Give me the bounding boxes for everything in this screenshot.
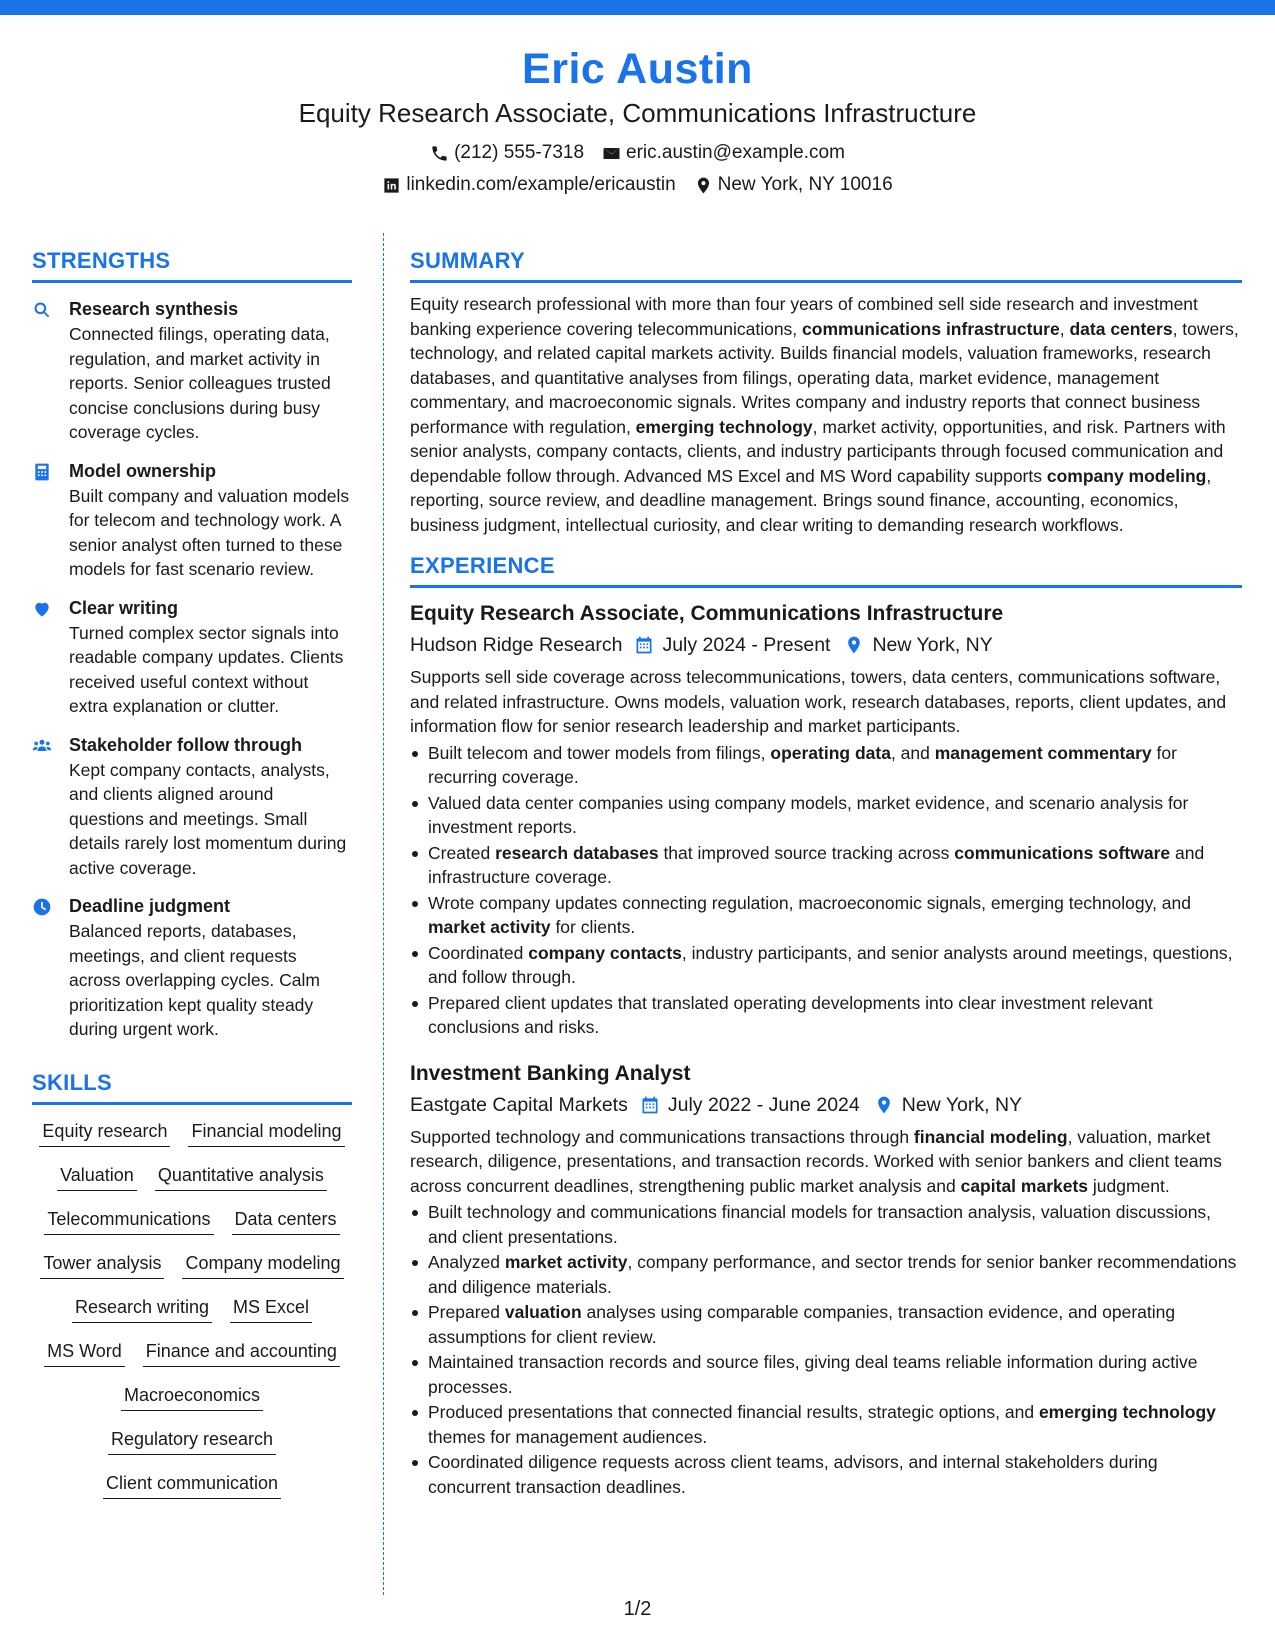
text-run: that improved source tracking across [658,842,955,863]
text-run: Prepared [428,1302,505,1322]
keyword-bold: operating data [770,742,891,763]
job-entry [410,600,1242,1040]
text-run: Prepared client updates that translated operating developments into clear investment relevant conclusions and risks. [428,992,1153,1037]
job-dates [640,1091,860,1119]
strength-desc: Balanced reports, databases, meetings, and client requests across overlapping cycles. Calm prioritization kept quality steady during urgent work. [69,921,320,1039]
text-run: , towers, technology, and related capital markets activity. Builds financial models, valuation frameworks, research databases, and quantitative analyses from filings, operating data, market evidence, management commentary, and macroeconomic signals. Writes company and industry reports that connect business performance with regulation, [410,318,1239,437]
text-run: Analyzed [428,1252,505,1272]
contact-row [0,140,1275,166]
calendar-icon [634,635,654,655]
heart-icon [32,599,52,619]
job-bullets [410,741,1242,1040]
users-icon [32,736,52,756]
candidate-title: Equity Research Associate, Communications Infrastructure [298,98,977,128]
job-dates [634,631,830,659]
linkedin-text[interactable]: linkedin.com/example/ericaustin [406,174,676,195]
text-run: Coordinated diligence requests across client teams, advisors, and internal stakeholders during concurrent transaction deadlines. [428,1452,1158,1497]
skill-tag: Quantitative analysis [155,1163,327,1191]
text-run: and infrastructure coverage. [428,842,1205,887]
strength-icon-wrap [32,733,69,881]
text-run: analyses using comparable companies, transaction evidence, and operating assumptions for client review. [428,1302,1176,1347]
bullet-item [410,791,1242,840]
phone-icon [430,144,449,163]
phone-text: (212) 555-7318 [454,142,585,163]
experience-list [410,600,1242,1499]
bullet-item [410,841,1242,890]
keyword-bold: emerging technology [1038,1402,1216,1422]
text-run: Built technology and communications financial models for transaction analysis, valuation discussions, and client presentations. [428,1202,1212,1247]
job-location [844,631,992,659]
strength-body [69,894,352,1042]
strength-desc: Kept company contacts, analysts, and clients aligned around questions and meetings. Small details rarely lost momentum during active coverage. [69,759,347,878]
calendar-icon [640,1095,660,1115]
skill-tag: Financial modeling [188,1119,344,1147]
skill-tag: Telecommunications [44,1207,213,1235]
bullet-item [410,1400,1242,1449]
skill-tag: Company modeling [182,1251,343,1279]
bullet-item [410,1350,1242,1399]
right-column [410,246,1242,1500]
text-run: judgment. [1088,1175,1170,1196]
job-bullets [410,1200,1242,1499]
dates-text: July 2022 - June 2024 [667,1093,860,1116]
text-run: , company performance, and sector trends for senior banker recommendations and diligence materials. [428,1252,1237,1297]
phone-contact [430,140,584,166]
skill-tag: Valuation [57,1163,137,1191]
search-icon [32,300,52,320]
column-divider [383,233,384,1595]
bullet-item [410,891,1242,940]
bullet-item [410,1450,1242,1499]
job-title: Investment Banking Analyst [410,1061,691,1085]
job-meta [410,1091,1242,1119]
strength-title: Model ownership [69,460,217,481]
keyword-bold: communications infrastructure [802,318,1060,339]
strength-body [69,459,352,582]
strength-title: Deadline judgment [69,896,231,916]
text-run: for clients. [550,917,636,937]
map-pin-icon [874,1095,894,1115]
keyword-bold: valuation [504,1302,582,1322]
strength-item [32,596,352,719]
experience-heading: EXPERIENCE [410,551,1242,588]
skill-tag: Regulatory research [108,1427,276,1455]
envelope-icon [602,144,621,163]
text-run: , valuation, market research, diligence, presentations, and transaction records. Worked with senior bankers and client teams across concurrent deadlines, strengthening public market analysis and [410,1126,1222,1196]
job-description [410,1125,1242,1199]
skill-tag: Research writing [72,1295,212,1323]
job-description [410,665,1242,739]
skill-tag: Equity research [39,1119,170,1147]
text-run: Produced presentations that connected financial results, strategic options, and [428,1402,1039,1422]
strength-item [32,894,352,1042]
keyword-bold: company contacts [528,942,682,963]
keyword-bold: market activity [504,1252,628,1272]
job-location-text: New York, NY [872,634,993,656]
strengths-list [32,297,352,1042]
bullet-item [410,991,1242,1040]
email-text[interactable]: eric.austin@example.com [626,142,845,163]
bullet-item [410,741,1242,790]
skill-tag: MS Excel [230,1295,312,1323]
text-run: , and [890,742,935,763]
skill-tag: MS Word [44,1339,125,1367]
contact-row-2 [0,172,1275,198]
strength-body [69,596,352,719]
keyword-bold: market activity [428,917,551,937]
text-run: Coordinated [428,942,529,963]
skill-tag: Data centers [232,1207,340,1235]
keyword-bold: emerging technology [635,416,813,437]
text-run: Supports sell side coverage across telecommunications, towers, data centers, communications software, and related infrastructure. Owns models, valuation work, research databases, reports, client updates, and information flow for senior research leadership and market participants. [410,667,1227,736]
calculator-icon [32,462,52,482]
keyword-bold: company modeling [1046,465,1207,486]
top-accent-bar [0,0,1275,15]
resume-header [0,42,1275,198]
text-run: , reporting, source review, and deadline management. Brings sound finance, accounting, economics, business judgment, intellectual curiosity, and clear writing to demanding research workflows. [410,465,1212,535]
strength-item [32,733,352,881]
linkedin-icon [382,176,401,195]
strength-body [69,733,352,881]
strength-desc: Turned complex sector signals into readable company updates. Clients received useful context without extra explanation or clutter. [69,622,344,716]
summary-text [410,292,1242,537]
job-location [874,1091,1022,1119]
keyword-bold: data centers [1069,318,1173,339]
skills-list [32,1119,352,1515]
strength-title: Clear writing [69,597,179,618]
keyword-bold: capital markets [960,1175,1089,1196]
text-run: , industry participants, and senior analysts around meetings, questions, and follow through. [428,942,1233,987]
page-number: 1/2 [623,1598,652,1620]
bullet-item [410,1250,1242,1299]
bullet-item [410,1300,1242,1349]
strength-title: Stakeholder follow through [69,734,302,755]
text-run: Created [428,842,496,863]
text-run: themes for management audiences. [428,1426,708,1447]
keyword-bold: communications software [954,842,1171,863]
strength-title: Research synthesis [69,299,239,319]
location-text: New York, NY 10016 [717,174,893,195]
map-pin-icon [844,635,864,655]
company-name: Eastgate Capital Markets [410,1093,628,1116]
strength-desc: Built company and valuation models for telecom and technology work. A senior analyst often turned to these models for fast scenario review. [69,485,350,579]
strength-desc: Connected filings, operating data, regulation, and market activity in reports. Senior colleagues trusted concise conclusions during busy coverage cycles. [69,324,331,442]
text-run: Wrote company updates connecting regulation, macroeconomic signals, emerging technology, and [428,892,1191,913]
location-contact [694,172,893,198]
job-title: Equity Research Associate, Communications Infrastructure [410,602,1004,625]
job-entry [410,1060,1242,1500]
strength-icon-wrap [32,297,69,445]
text-run: Supported technology and communications transactions through [410,1126,914,1147]
keyword-bold: research databases [495,842,659,863]
clock-icon [32,897,52,917]
strengths-heading: STRENGTHS [32,246,352,283]
text-run: Maintained transaction records and source files, giving deal teams reliable information during active processes. [428,1352,1198,1397]
email-contact[interactable] [602,140,845,166]
bullet-item [410,941,1242,990]
text-run: , [1059,318,1070,339]
strength-item [32,297,352,445]
summary-heading: SUMMARY [410,246,1242,283]
skill-tag: Tower analysis [40,1251,164,1279]
dates-text: July 2024 - Present [662,634,831,656]
strength-icon-wrap [32,596,69,719]
company-name: Hudson Ridge Research [410,634,623,656]
strength-icon-wrap [32,894,69,1042]
job-meta [410,631,1242,659]
candidate-name: Eric Austin [522,45,753,93]
left-column [32,246,352,1515]
skill-tag: Macroeconomics [121,1383,263,1411]
text-run: Valued data center companies using company models, market evidence, and scenario analysis for investment reports. [428,792,1189,837]
map-pin-icon [694,176,713,195]
strength-item [32,459,352,582]
strength-icon-wrap [32,459,69,582]
keyword-bold: financial modeling [913,1126,1068,1147]
job-location-text: New York, NY [901,1093,1023,1116]
text-run: , market activity, opportunities, and risk. Partners with senior analysts, company contacts, clients, and industry participants through focused communication and dependable follow through. Advanced MS Excel and MS Word capability supports [410,416,1226,486]
text-run: Equity research professional with more than four years of combined sell side research and investment banking experience covering telecommunications, [410,294,1198,339]
skills-heading: SKILLS [32,1068,352,1105]
strength-body [69,297,352,445]
text-run: Built telecom and tower models from filings, [428,742,771,763]
keyword-bold: management commentary [934,742,1152,763]
linkedin-contact[interactable] [382,172,675,198]
bullet-item [410,1200,1242,1249]
skill-tag: Finance and accounting [143,1339,340,1367]
skill-tag: Client communication [103,1471,281,1499]
text-run: for recurring coverage. [428,742,1177,787]
